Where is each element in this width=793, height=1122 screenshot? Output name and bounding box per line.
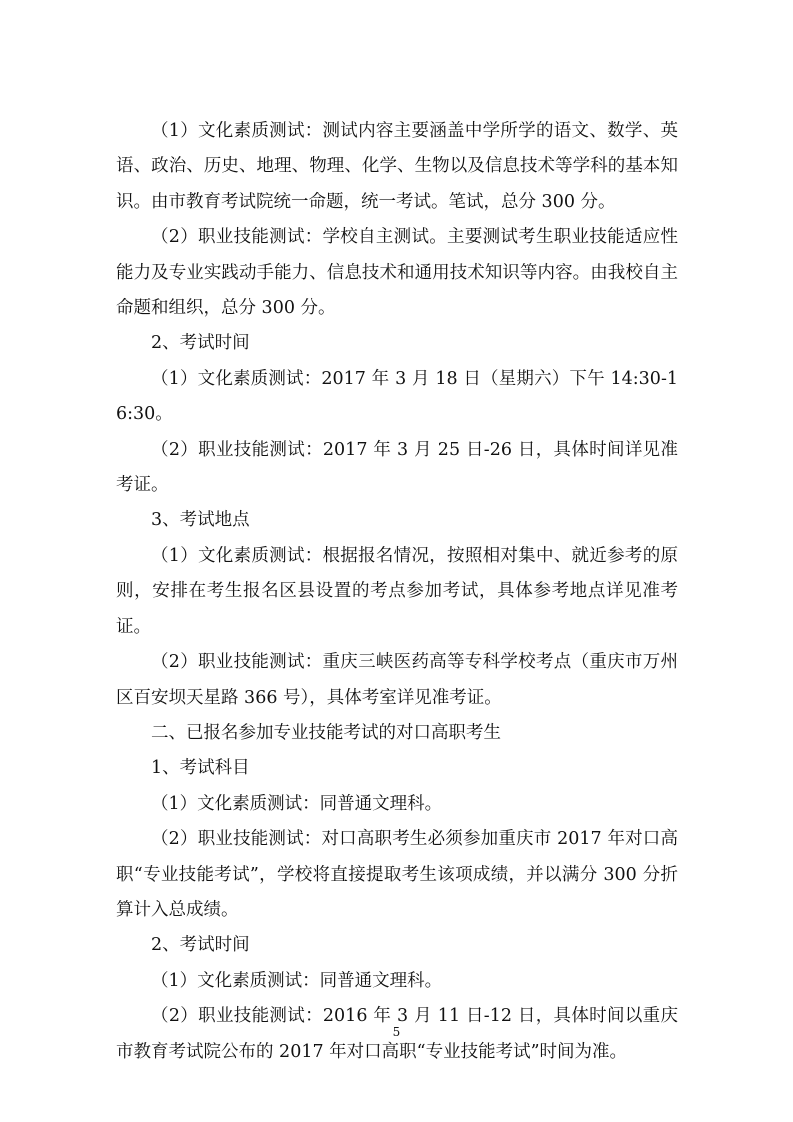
- paragraph-skill-test-location: （2）职业技能测试：重庆三峡医药高等专科学校考点（重庆市万州区百安坝天星路 366 号），具体考室详见准考证。: [116, 652, 678, 708]
- paragraph-skill-test-content: （2）职业技能测试：学校自主测试。主要测试考生职业技能适应性能力及专业实践动手能力、信息技术和通用技术知识等内容。由我校自主命题和组织，总分 300 分。: [116, 227, 678, 319]
- paragraph-culture-test-location: （1）文化素质测试：根据报名情况，按照相对集中、就近参考的原则，安排在考生报名区县设置的考点参加考试，具体参考地点详见准考证。: [116, 545, 678, 637]
- section-heading-vocational-candidates: 二、已报名参加专业技能考试的对口高职考生: [151, 722, 501, 743]
- paragraph-culture-test-time: （1）文化素质测试：2017 年 3 月 18 日（星期六）下午 14:30-16:30。: [116, 368, 678, 425]
- heading-vocational-exam-time: 2、考试时间: [151, 935, 250, 956]
- paragraph-skill-test-time: （2）职业技能测试：2017 年 3 月 25 日-26 日，具体时间详见准考证。: [116, 439, 678, 496]
- heading-exam-subjects: 1、考试科目: [151, 758, 250, 779]
- paragraph-vocational-culture-time: （1）文化素质测试：同普通文理科。: [151, 970, 443, 991]
- paragraph-culture-test-content: （1）文化素质测试：测试内容主要涵盖中学所学的语文、数学、英语、政治、历史、地理、物理、化学、生物以及信息技术等学科的基本知识。由市教育考试院统一命题，统一考试。笔试，总分 300 分。: [116, 121, 678, 212]
- heading-exam-time: 2、考试时间: [151, 333, 250, 354]
- heading-exam-location: 3、考试地点: [151, 510, 250, 531]
- page-number: 5: [392, 1025, 401, 1039]
- paragraph-vocational-skill-test: （2）职业技能测试：对口高职考生必须参加重庆市 2017 年对口高职“专业技能考试”，学校将直接提取考生该项成绩，并以满分 300 分折算计入总成绩。: [116, 829, 678, 920]
- document-body: [116, 114, 678, 1070]
- paragraph-vocational-skill-time: （2）职业技能测试：2016 年 3 月 11 日-12 日，具体时间以重庆市教育考试院公布的 2017 年对口高职“专业技能考试”时间为准。: [116, 1006, 678, 1062]
- paragraph-vocational-culture-test: （1）文化素质测试：同普通文理科。: [151, 793, 443, 814]
